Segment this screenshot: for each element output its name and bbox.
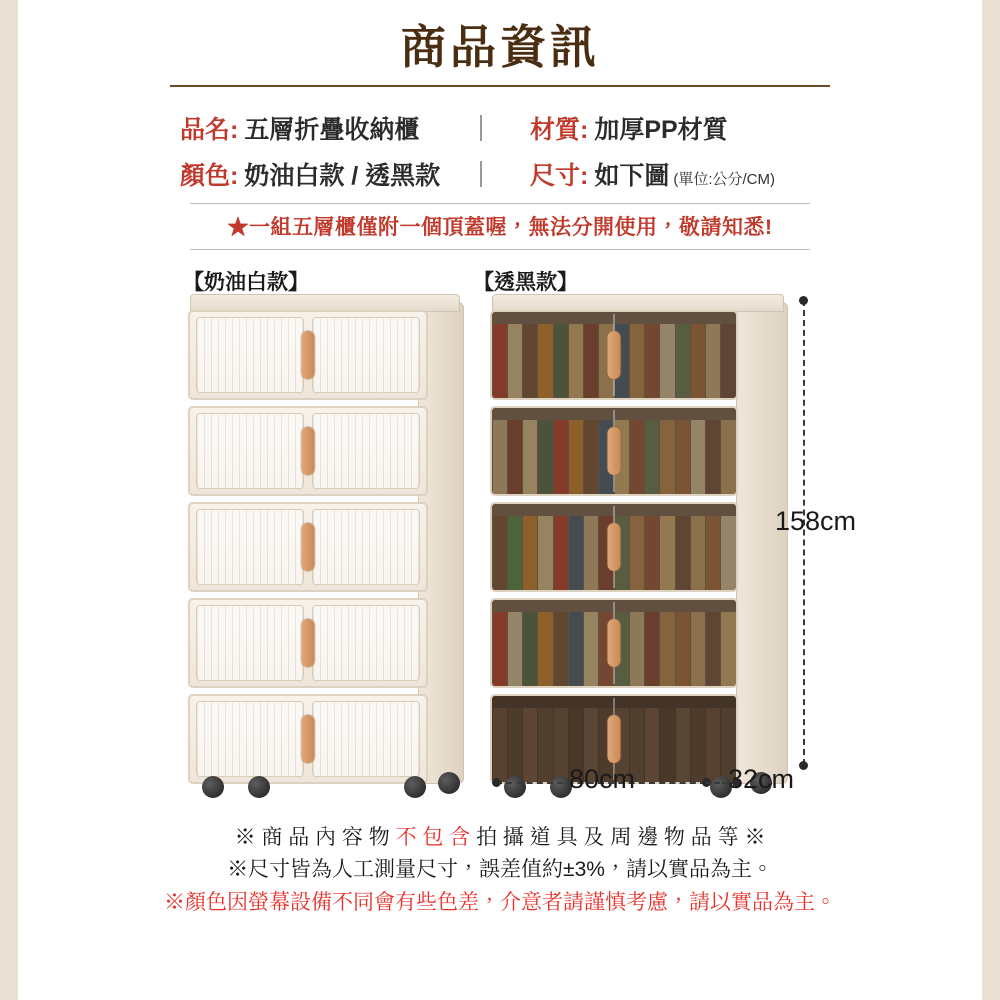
cabinet-white-shelf	[188, 310, 428, 400]
door-handle	[302, 619, 315, 667]
width-dimension-dot-left	[492, 778, 501, 787]
height-dimension-dot-top	[799, 296, 808, 305]
spec-label-color: 顏色:	[180, 161, 239, 190]
caster-wheel	[248, 776, 270, 798]
spec-value-color: 奶油白款 / 透黑款	[244, 161, 441, 190]
cabinet-door-right	[312, 317, 420, 393]
cabinet-black-shelf	[490, 502, 738, 592]
title-divider	[170, 85, 830, 87]
caster-wheel	[202, 776, 224, 798]
footnote-line-2: ※尺寸皆為人工測量尺寸，誤差值約±3%，請以實品為主。	[227, 858, 773, 882]
spec-value-size: 如下圖	[594, 161, 670, 190]
cabinet-white-body	[186, 294, 464, 794]
spec-unit-size: (單位:公分/CM)	[673, 170, 775, 188]
spec-cell-name	[170, 110, 480, 146]
cabinet-white-shelf	[188, 598, 428, 688]
page-title: 商品資訊	[400, 21, 600, 73]
product-info-sheet	[18, 0, 982, 1000]
product-illustration	[18, 258, 982, 818]
cabinet-door-left	[196, 509, 304, 585]
spec-row-1	[170, 105, 830, 151]
footnote-line-3: ※顏色因螢幕設備不同會有些色差，介意者請謹慎考慮，請以實品為主。	[164, 890, 836, 914]
door-handle	[302, 427, 315, 475]
spec-row-2	[170, 151, 830, 197]
cabinet-door-right	[312, 701, 420, 777]
width-dimension-label: 80cm	[569, 763, 636, 794]
cabinet-white-shelf	[188, 694, 428, 784]
cabinet-door-right	[312, 509, 420, 585]
variant-label-white: 【奶油白款】	[183, 270, 309, 294]
cabinet-white	[186, 294, 464, 794]
cabinet-door-right	[312, 413, 420, 489]
spec-value-name: 五層折疊收納櫃	[244, 115, 420, 144]
door-handle	[302, 523, 315, 571]
caster-wheel	[504, 776, 526, 798]
caster-wheel	[404, 776, 426, 798]
door-handle	[608, 427, 621, 475]
spec-value-material: 加厚PP材質	[594, 115, 728, 144]
footnote-1-part-b: 拍 攝 道 具 及 周 邊 物 品 等 ※	[476, 825, 766, 849]
cabinet-door-left	[196, 317, 304, 393]
footnote-line-1	[18, 822, 982, 855]
door-handle	[608, 715, 621, 763]
cabinet-door-left	[196, 605, 304, 681]
door-handle	[302, 331, 315, 379]
cabinet-door-left	[196, 413, 304, 489]
cabinet-white-top-lid	[190, 294, 460, 312]
spec-label-size: 尺寸:	[530, 161, 589, 190]
caster-wheel	[438, 772, 460, 794]
cabinet-black-shelf	[490, 406, 738, 496]
door-handle	[608, 523, 621, 571]
footnotes	[18, 822, 982, 920]
spec-cell-color	[170, 156, 480, 192]
door-handle	[608, 619, 621, 667]
notice-text: ★一組五層櫃僅附一個頂蓋喔，無法分開使用，敬請知悉!	[227, 215, 773, 239]
door-handle	[608, 331, 621, 379]
cabinet-black-shelf	[490, 598, 738, 688]
spec-label-material: 材質:	[530, 115, 589, 144]
footnote-1-highlight: 不 包 含	[395, 825, 477, 849]
cabinet-black-shelf	[490, 310, 738, 400]
spec-cell-size	[482, 156, 830, 192]
notice-banner	[190, 203, 810, 250]
variant-label-black: 【透黑款】	[473, 270, 578, 294]
height-dimension-dot-bottom	[799, 761, 808, 770]
cabinet-door-right	[312, 605, 420, 681]
footnote-1-part-a: ※ 商 品 內 容 物	[234, 825, 396, 849]
cabinet-black-side-panel	[736, 302, 788, 784]
cabinet-black-top-lid	[492, 294, 784, 312]
height-dimension-label: 158cm	[775, 505, 857, 536]
spec-cell-material	[482, 110, 830, 146]
depth-dimension-label: 32cm	[728, 763, 795, 794]
door-handle	[302, 715, 315, 763]
cabinet-black	[488, 294, 788, 794]
cabinet-black-body	[488, 294, 788, 794]
cabinet-white-shelf	[188, 502, 428, 592]
cabinet-white-shelf	[188, 406, 428, 496]
spec-label-name: 品名:	[180, 115, 239, 144]
cabinet-door-left	[196, 701, 304, 777]
spec-table	[170, 105, 830, 197]
